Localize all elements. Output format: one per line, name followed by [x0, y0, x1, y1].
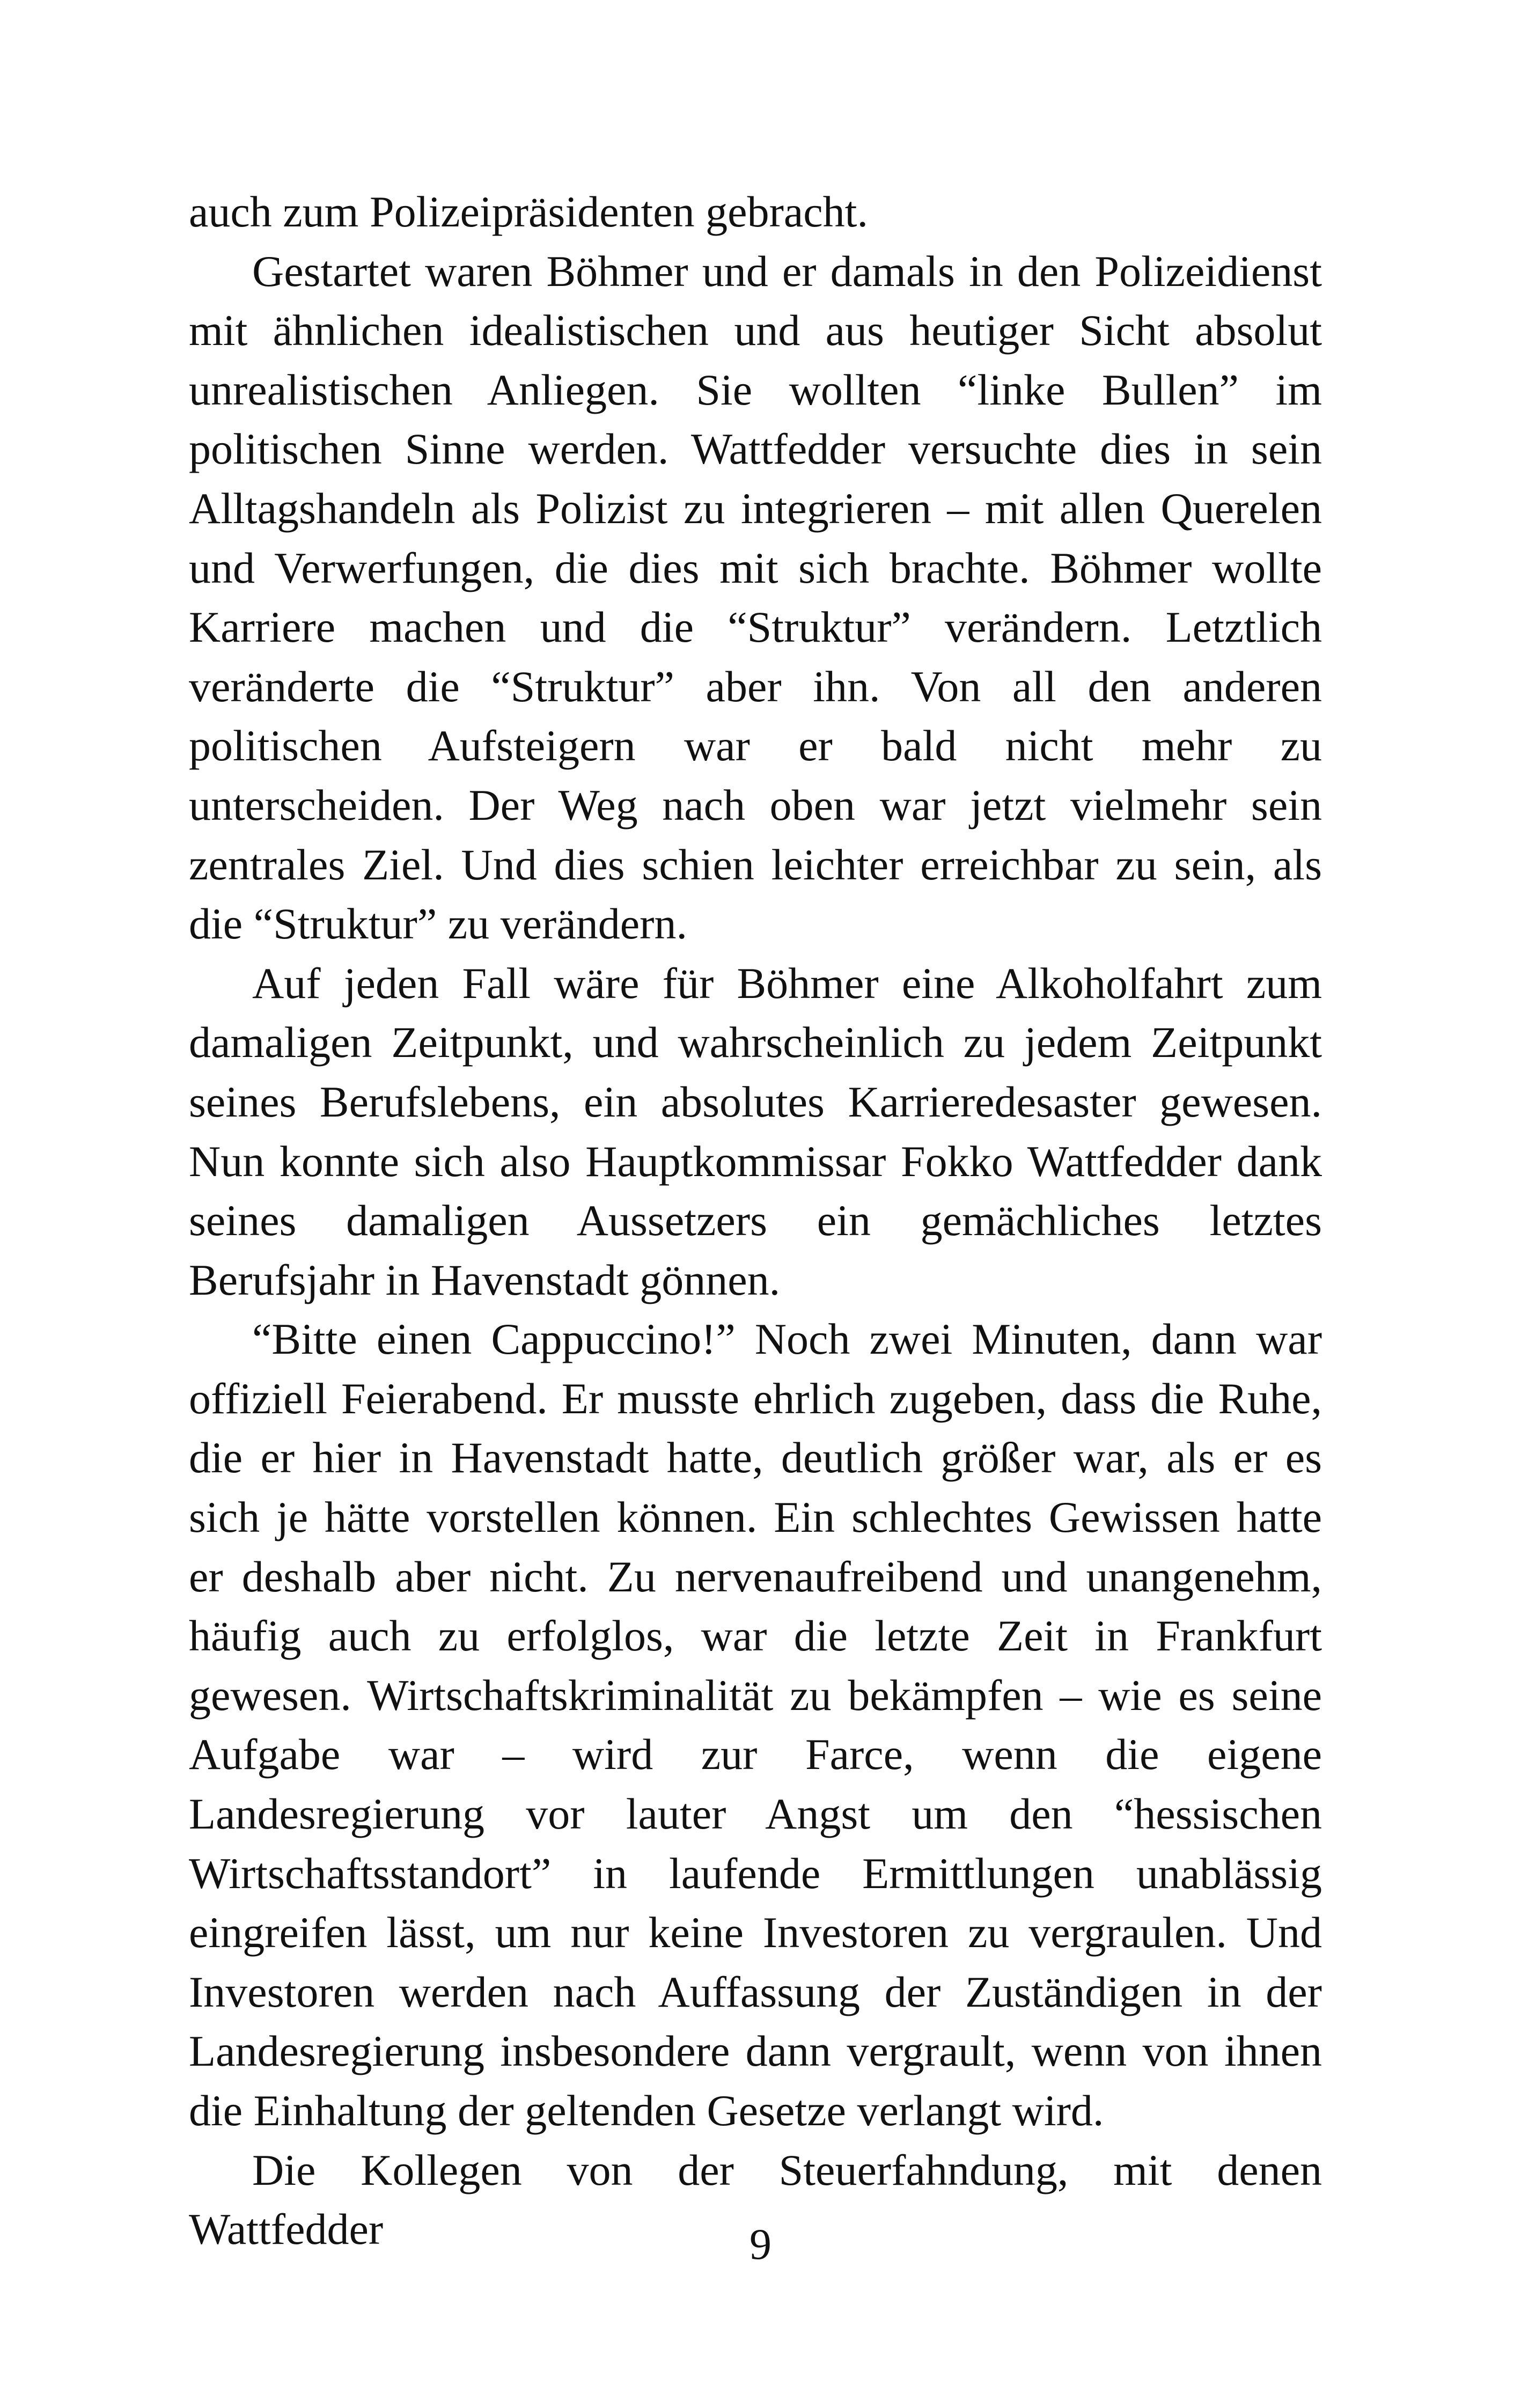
- paragraph-3: Auf jeden Fall wäre für Böhmer eine Alkoholfahrt zum damaligen Zeitpunkt, und wahrscheinlich zu jedem Zeitpunkt seines Berufslebens, ein absolutes Karrieredesaster gewesen. Nun konnte sich also Hauptkommissar Fokko Wattfedder dank seines damaligen Aussetzers ein gemächliches letztes Berufsjahr in Havenstadt gönnen.: [189, 958, 1322, 1304]
- body-text: [189, 182, 1322, 2259]
- paragraph-1: auch zum Polizeipräsidenten gebracht.: [189, 187, 868, 236]
- page-number: 9: [750, 2220, 771, 2268]
- paragraph-4: “Bitte einen Cappuccino!” Noch zwei Minuten, dann war offiziell Feierabend. Er musste ehrlich zugeben, dass die Ruhe, die er hier in Havenstadt hatte, deutlich größer war, als er es sich je hätte vorstellen können. Ein schlechtes Gewissen hatte er deshalb aber nicht. Zu nervenaufreibend und unangenehm, häufig auch zu erfolglos, war die letzte Zeit in Frankfurt gewesen. Wirtschaftskriminalität zu bekämpfen – wie es seine Aufgabe war – wird zur Farce, wenn die eigene Landesregierung vor lauter Angst um den “hessischen Wirtschaftsstandort” in laufende Ermittlungen unablässig eingreifen lässt, um nur keine Investoren zu vergraulen. Und Investoren werden nach Auffassung der Zuständigen in der Landesregierung insbesondere dann vergrault, wenn von ihnen die Einhaltung der geltenden Gesetze verlangt wird.: [189, 1315, 1322, 2135]
- paragraph-2: Gestartet waren Böhmer und er damals in den Polizeidienst mit ähnlichen idealistischen und aus heutiger Sicht absolut unrealistischen Anliegen. Sie wollten “linke Bullen” im politischen Sinne werden. Wattfedder versuchte dies in sein Alltagshandeln als Polizist zu integrieren – mit allen Querelen und Verwerfungen, die dies mit sich brachte. Böhmer wollte Karriere machen und die “Struktur” verändern. Letztlich veränderte die “Struktur” aber ihn. Von all den anderen politischen Aufsteigern war er bald nicht mehr zu unterscheiden. Der Weg nach oben war jetzt vielmehr sein zentrales Ziel. Und dies schien leichter erreichbar zu sein, als die “Struktur” zu verändern.: [189, 246, 1322, 949]
- paragraph-5: Die Kollegen von der Steuerfahndung, mit denen Wattfedder: [189, 2145, 1322, 2254]
